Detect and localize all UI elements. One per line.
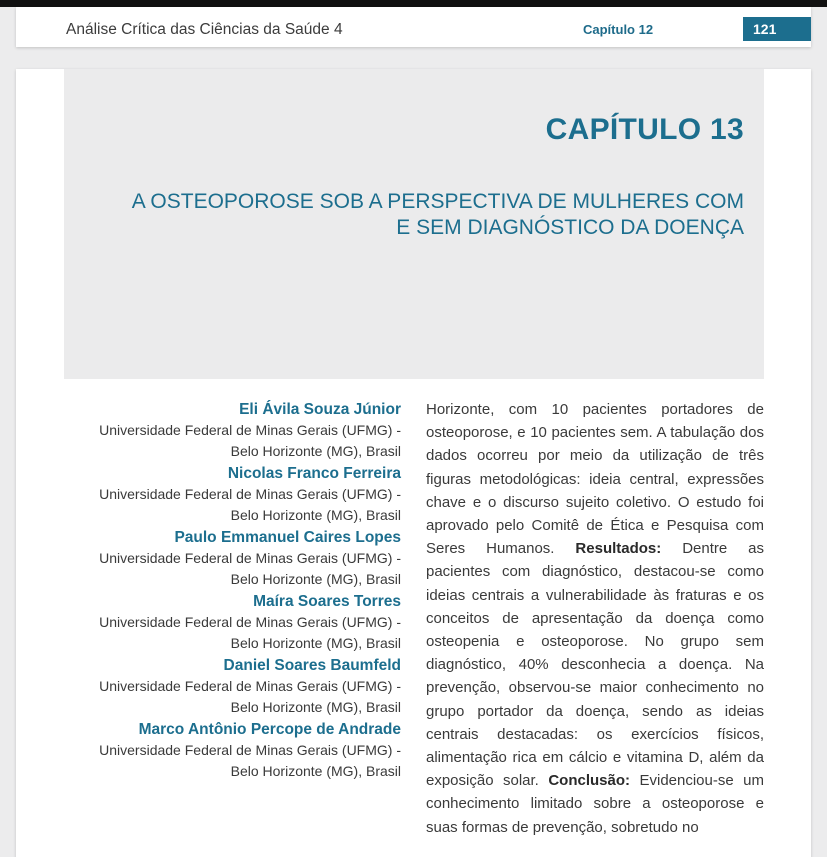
author-affiliation: Universidade Federal de Minas Gerais (UFMG) - [99,614,401,630]
author-location: Belo Horizonte (MG), Brasil [230,699,401,715]
author-entry [64,463,401,526]
author-name: Marco Antônio Percope de Andrade [138,721,401,738]
page-number: 121 [743,17,811,41]
document-page [16,69,811,857]
chapter-reference: Capítulo 12 [583,22,654,37]
author-entry [64,399,401,462]
author-entry [64,591,401,654]
author-name: Nicolas Franco Ferreira [227,465,401,482]
author-entry [64,655,401,718]
author-affiliation: Universidade Federal de Minas Gerais (UFMG) - [99,550,401,566]
chapter-label: CAPÍTULO 13 [545,113,744,146]
abstract-methods-text: Horizonte, com 10 pacientes portadores de osteoporose, e 10 pacientes sem. A tabulação dos dados ocorreu por meio da utilização de três figuras metodológicas: ideia central, expressões chave e o discurso sujeito coletivo. O estudo foi aprovado pelo Comitê de Ética e Pesquisa com Seres Humanos. [426,401,764,558]
abstract-results-text: Dentre as pacientes com diagnóstico, destacou-se como ideias centrais a vulnerabilidade às fraturas e os conceitos de apresentação da doença como osteopenia e osteoporose. No grupo sem diagnóstico, 40% desconhecia a doença. Na prevenção, observou-se maior conhecimento no grupo portador da doença, sendo as ideias centrais destacadas: os exercícios físicos, alimentação rica em cálcio e vitamina D, além da exposição solar. [426,540,765,790]
top-edge [0,0,827,7]
author-affiliation: Universidade Federal de Minas Gerais (UFMG) - [99,678,401,694]
abstract-text [426,398,764,839]
author-entry [64,719,401,782]
author-name: Eli Ávila Souza Júnior [239,401,401,418]
results-label: Resultados: [575,540,662,558]
author-entry [64,527,401,590]
abstract-conclusion-text: Evidenciou-se um conhecimento limitado sobre a osteoporose e suas formas de prevenção, sobretudo no [426,772,764,836]
previous-page-footer [16,7,811,47]
author-name: Paulo Emmanuel Caires Lopes [174,529,401,546]
author-name: Daniel Soares Baumfeld [223,657,401,674]
conclusion-label: Conclusão: [548,772,631,790]
author-location: Belo Horizonte (MG), Brasil [230,763,401,779]
author-location: Belo Horizonte (MG), Brasil [230,443,401,459]
author-affiliation: Universidade Federal de Minas Gerais (UFMG) - [99,422,401,438]
author-name: Maíra Soares Torres [253,593,401,610]
book-title: Análise Crítica das Ciências da Saúde 4 [66,21,343,38]
author-location: Belo Horizonte (MG), Brasil [230,507,401,523]
author-list [64,399,401,783]
author-affiliation: Universidade Federal de Minas Gerais (UFMG) - [99,742,401,758]
author-affiliation: Universidade Federal de Minas Gerais (UFMG) - [99,486,401,502]
author-location: Belo Horizonte (MG), Brasil [230,635,401,651]
chapter-header-box [64,69,764,379]
author-location: Belo Horizonte (MG), Brasil [230,571,401,587]
chapter-title: A OSTEOPOROSE SOB A PERSPECTIVA DE MULHERES COM E SEM DIAGNÓSTICO DA DOENÇA [131,190,744,239]
